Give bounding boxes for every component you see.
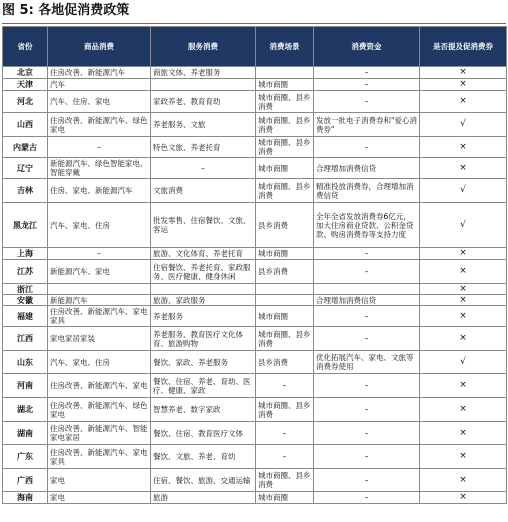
province-cell: 湖北	[3, 398, 48, 422]
fund-cell: –	[314, 260, 420, 284]
goods-cell: 住房改善、新能源汽车、家电家具	[48, 306, 151, 327]
header-province: 省份	[3, 27, 48, 67]
province-cell: 广西	[3, 469, 48, 492]
scene-cell: 城市商圈、县乡消费	[256, 327, 314, 351]
scene-cell: 城市商圈	[256, 492, 314, 504]
province-cell: 湖南	[3, 422, 48, 445]
service-cell: 养老服务、文旅	[151, 113, 256, 137]
fund-cell: –	[314, 306, 420, 327]
service-cell	[151, 79, 256, 91]
coupon-cell: ×	[420, 158, 507, 179]
coupon-cell: √	[420, 179, 507, 203]
province-cell: 河南	[3, 374, 48, 398]
coupon-cell: √	[420, 113, 507, 137]
header-fund: 消费资金	[314, 27, 420, 67]
goods-cell: 新能源汽车、家电	[48, 260, 151, 284]
service-cell: 批发零售、住宿餐饮、文旅、客运	[151, 203, 256, 248]
fund-cell: 优化拓展汽车、家电、文旅等消费券使用	[314, 351, 420, 374]
coupon-cell: ×	[420, 327, 507, 351]
coupon-cell: √	[420, 203, 507, 248]
province-cell: 天津	[3, 79, 48, 91]
service-cell: 旅游、文化体育、养老托育	[151, 248, 256, 260]
coupon-cell: ×	[420, 284, 507, 295]
coupon-cell: ×	[420, 248, 507, 260]
scene-cell	[256, 284, 314, 295]
service-cell: 旅游	[151, 492, 256, 504]
fund-cell: 发放一批电子消费券和"爱心消费券"	[314, 113, 420, 137]
scene-cell: 城市商圈、县乡消费	[256, 179, 314, 203]
fund-cell	[314, 284, 420, 295]
goods-cell: 住房改善、新能源汽车、智能家电家居	[48, 422, 151, 445]
table-row	[3, 295, 507, 306]
service-cell: 养老服务	[151, 306, 256, 327]
coupon-cell: ×	[420, 79, 507, 91]
scene-cell: 城市商圈	[256, 248, 314, 260]
title-rule	[2, 23, 506, 24]
fund-cell: –	[314, 327, 420, 351]
coupon-cell: ×	[420, 445, 507, 469]
province-cell: 浙江	[3, 284, 48, 295]
goods-cell: –	[48, 248, 151, 260]
table-row	[3, 398, 507, 422]
service-cell: 住宿餐饮、养老托育、家政服务、医疗健康、健身休闲	[151, 260, 256, 284]
goods-cell	[48, 284, 151, 295]
province-cell: 黑龙江	[3, 203, 48, 248]
province-cell: 吉林	[3, 179, 48, 203]
scene-cell: 城市商圈、县乡消费	[256, 469, 314, 492]
province-cell: 江苏	[3, 260, 48, 284]
service-cell	[151, 284, 256, 295]
table-row	[3, 422, 507, 445]
table-row	[3, 445, 507, 469]
scene-cell: 城市商圈	[256, 306, 314, 327]
table-row	[3, 374, 507, 398]
scene-cell: 城市商圈、县乡消费	[256, 91, 314, 113]
province-cell: 北京	[3, 67, 48, 79]
header-service: 服务消费	[151, 27, 256, 67]
fund-cell: –	[314, 79, 420, 91]
goods-cell: 汽车、家电、住房	[48, 203, 151, 248]
table-row	[3, 469, 507, 492]
service-cell: 餐饮、住宿、教育医疗文体	[151, 422, 256, 445]
fund-cell: –	[314, 248, 420, 260]
goods-cell: 住房改善、新能源汽车、绿色家电	[48, 398, 151, 422]
coupon-cell: ×	[420, 306, 507, 327]
province-cell: 福建	[3, 306, 48, 327]
goods-cell: 新能源汽车	[48, 295, 151, 306]
province-cell: 广东	[3, 445, 48, 469]
coupon-cell: ×	[420, 374, 507, 398]
province-cell: 内蒙古	[3, 137, 48, 158]
figure-title: 图 5: 各地促消费政策	[2, 3, 130, 18]
fund-cell: 精准投放消费券，合理增加消费信贷	[314, 179, 420, 203]
goods-cell: 住房改善、新能源汽车、家电家具	[48, 445, 151, 469]
table-row	[3, 203, 507, 248]
goods-cell: 新能源汽车、绿色智能家电、智能穿戴	[48, 158, 151, 179]
scene-cell: 县乡消费	[256, 260, 314, 284]
table-row	[3, 158, 507, 179]
service-cell: 商旅文体、养老服务	[151, 67, 256, 79]
coupon-cell: ×	[420, 137, 507, 158]
goods-cell: 汽车	[48, 79, 151, 91]
table-row	[3, 79, 507, 91]
fund-cell: 合理增加消费信贷	[314, 158, 420, 179]
fund-cell: –	[314, 374, 420, 398]
fund-cell: –	[314, 422, 420, 445]
province-cell: 上海	[3, 248, 48, 260]
goods-cell: 住房改善、新能源汽车、家电	[48, 374, 151, 398]
table-row	[3, 284, 507, 295]
fund-cell: –	[314, 445, 420, 469]
fund-cell: –	[314, 91, 420, 113]
scene-cell: 城市商圈、县乡消费	[256, 137, 314, 158]
fund-cell: 全年全省发放消费券6亿元，加大住房商业贷款、公积金贷款、购房消费券等支持力度	[314, 203, 420, 248]
province-cell: 海南	[3, 492, 48, 504]
service-cell: 旅游、家政服务	[151, 295, 256, 306]
coupon-cell: ×	[420, 422, 507, 445]
goods-cell: –	[48, 137, 151, 158]
fund-cell: –	[314, 469, 420, 492]
goods-cell: 家电	[48, 469, 151, 492]
table-row	[3, 137, 507, 158]
header-row	[3, 27, 507, 67]
header-coupon: 是否提及促消费券	[420, 27, 507, 67]
province-cell: 河北	[3, 91, 48, 113]
table-row	[3, 351, 507, 374]
province-cell: 辽宁	[3, 158, 48, 179]
coupon-cell: ×	[420, 67, 507, 79]
scene-cell: –	[256, 445, 314, 469]
fund-cell: –	[314, 137, 420, 158]
service-cell: 餐饮、家政、养老服务	[151, 351, 256, 374]
table-row	[3, 306, 507, 327]
fund-cell: 合理增加消费信贷	[314, 295, 420, 306]
fund-cell: –	[314, 398, 420, 422]
fund-cell: –	[314, 492, 420, 504]
service-cell: 家政养老、教育育幼	[151, 91, 256, 113]
province-cell: 山东	[3, 351, 48, 374]
scene-cell	[256, 295, 314, 306]
scene-cell: 城市商圈	[256, 158, 314, 179]
scene-cell: –	[256, 374, 314, 398]
scene-cell: 县乡消费	[256, 351, 314, 374]
service-cell: 餐饮、住宿、养老、育幼、医疗、健康、家政	[151, 374, 256, 398]
table-row	[3, 67, 507, 79]
service-cell: 文旅消费	[151, 179, 256, 203]
service-cell: 特色文旅、养老托育	[151, 137, 256, 158]
service-cell: 智慧养老、数字家政	[151, 398, 256, 422]
service-cell: 餐饮、文旅、养老、育幼	[151, 445, 256, 469]
goods-cell: 住房、家电、新能源汽车	[48, 179, 151, 203]
goods-cell: 汽车、家电、住房	[48, 351, 151, 374]
table-row	[3, 113, 507, 137]
header-scene: 消费场景	[256, 27, 314, 67]
coupon-cell: ×	[420, 492, 507, 504]
province-cell: 江西	[3, 327, 48, 351]
coupon-cell: √	[420, 351, 507, 374]
goods-cell: 住房改善、新能源汽车、绿色家电	[48, 113, 151, 137]
service-cell: 养老服务、教育医疗文化体育、旅游购物	[151, 327, 256, 351]
goods-cell: 家电家居家装	[48, 327, 151, 351]
coupon-cell: ×	[420, 260, 507, 284]
scene-cell: 城市商圈、县乡消费	[256, 398, 314, 422]
province-cell: 安徽	[3, 295, 48, 306]
table-row	[3, 248, 507, 260]
fund-cell: –	[314, 67, 420, 79]
goods-cell: 汽车、住房、家电	[48, 91, 151, 113]
scene-cell: –	[256, 422, 314, 445]
table-row	[3, 260, 507, 284]
policy-table	[2, 26, 507, 504]
header-goods: 商品消费	[48, 27, 151, 67]
coupon-cell: ×	[420, 469, 507, 492]
coupon-cell: ×	[420, 91, 507, 113]
coupon-cell: ×	[420, 398, 507, 422]
table-row	[3, 179, 507, 203]
table-row	[3, 91, 507, 113]
coupon-cell: ×	[420, 295, 507, 306]
province-cell: 山西	[3, 113, 48, 137]
goods-cell: 家电	[48, 492, 151, 504]
table-row	[3, 492, 507, 504]
scene-cell: 城市商圈	[256, 79, 314, 91]
goods-cell: 住房改善、新能源汽车	[48, 67, 151, 79]
scene-cell	[256, 67, 314, 79]
service-cell: 住宿、餐饮、旅游、交通运输	[151, 469, 256, 492]
scene-cell: 县乡消费	[256, 203, 314, 248]
scene-cell: 城市商圈、县乡消费	[256, 113, 314, 137]
service-cell: –	[151, 158, 256, 179]
table-row	[3, 327, 507, 351]
